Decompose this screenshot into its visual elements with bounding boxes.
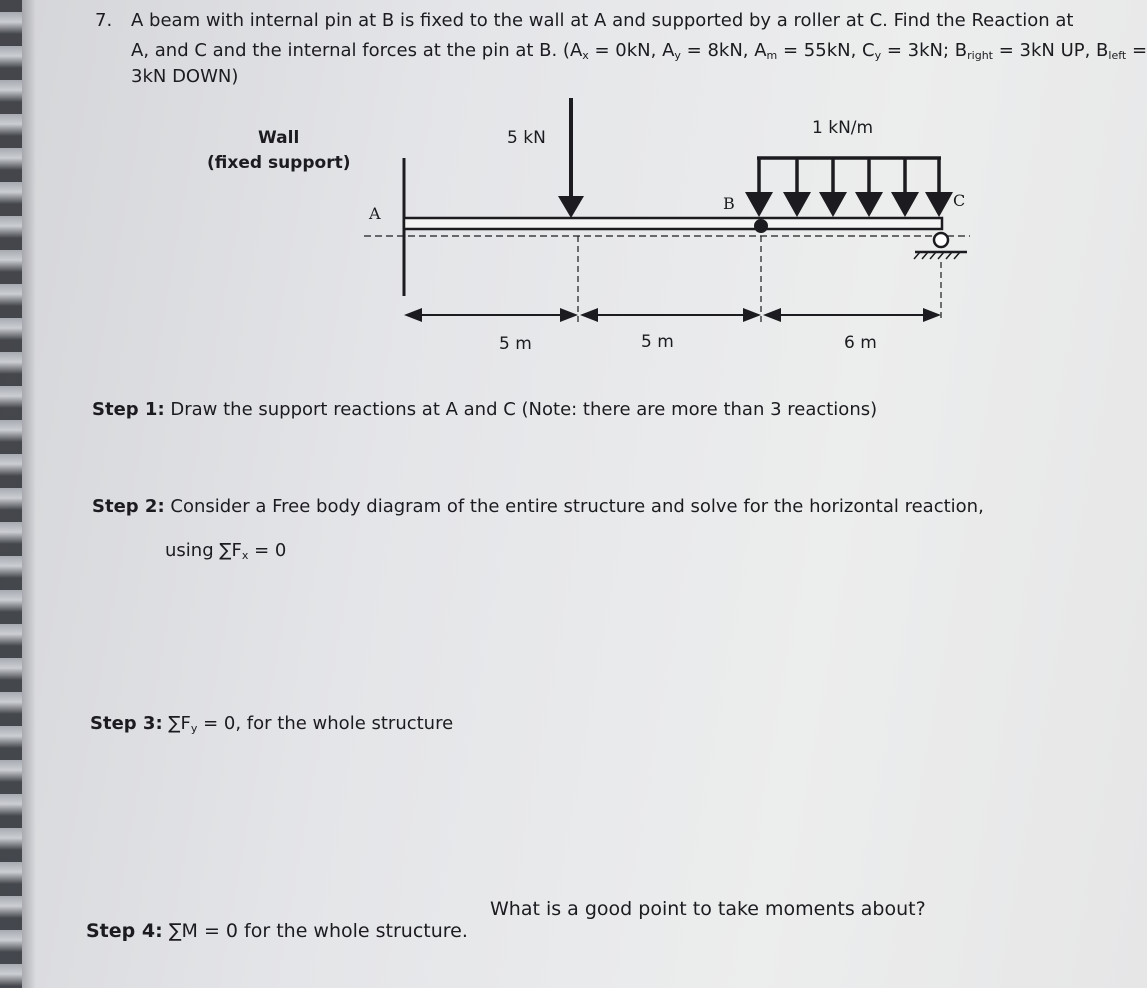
step-4-question: What is a good point to take moments about? — [490, 898, 926, 920]
udl-arrow-head — [783, 192, 811, 217]
step-1: Step 1: Draw the support reactions at A and C (Note: there are more than 3 reactions) — [92, 399, 878, 420]
wall-label: Wall — [258, 128, 300, 148]
point-c-label: C — [953, 191, 966, 210]
dim-label-3: 6 m — [844, 333, 877, 353]
step-3: Step 3: $\sum F_y = 0$, for the whole structure — [90, 713, 454, 735]
question-number: 7. — [95, 10, 113, 31]
step-2: Step 2: Consider a Free body diagram of the entire structure and solve for the horizontal reaction, — [92, 496, 984, 517]
udl-arrow-head — [819, 192, 847, 217]
roller-c — [914, 233, 967, 259]
udl-arrow-head — [745, 192, 773, 217]
step-2-equation: using $\sum F_x = 0$ — [165, 540, 287, 562]
udl-arrow-head — [925, 192, 953, 217]
udl-arrows — [745, 158, 953, 217]
question-line-2: A, and C and the internal forces at the pin at B. ($A_x = 0kN$, $A_y = 8kN$, $A_m = 55kN$, $C_y = 3kN$; $B_{right} = 3kN$ UP, $B_{left}$ = — [131, 40, 1147, 62]
dim-label-2: 5 m — [641, 332, 674, 352]
distributed-load-label: 1 kN/m — [812, 118, 874, 138]
beam — [404, 218, 942, 229]
point-a-label: A — [369, 204, 381, 223]
question-line-1: A beam with internal pin at B is fixed to the wall at A and supported by a roller at C. Find the Reaction at — [131, 10, 1074, 31]
support-label: (fixed support) — [207, 153, 351, 173]
step-4: Step 4: ∑M = 0 for the whole structure. — [86, 920, 468, 942]
point-load-label: 5 kN — [507, 128, 546, 148]
dim-label-1: 5 m — [499, 334, 532, 354]
pin-b — [754, 219, 768, 233]
question-line-3: 3kN DOWN) — [131, 66, 239, 87]
udl-arrow-head — [891, 192, 919, 217]
point-load-head — [558, 196, 584, 218]
point-b-label: B — [723, 194, 735, 213]
udl-arrow-head — [855, 192, 883, 217]
beam-diagram — [0, 0, 1066, 400]
